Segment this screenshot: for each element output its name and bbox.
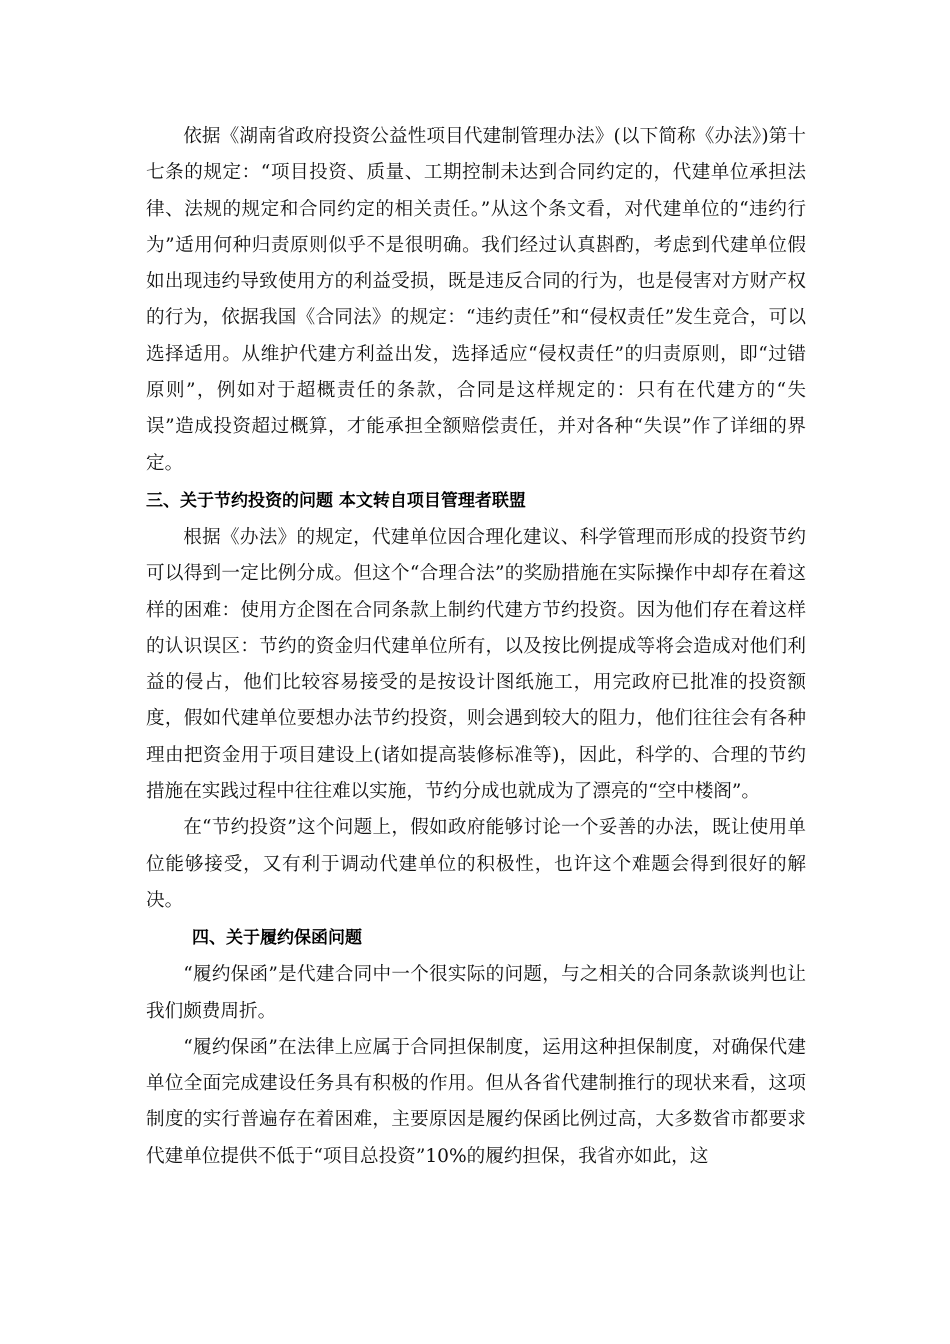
paragraph-savings-solution: 在“节约投资”这个问题上，假如政府能够讨论一个妥善的办法，既让使用单位能够接受，又有利于调动代建单位的积极性，也许这个难题会得到很好的解决。 (146, 817, 806, 911)
paragraph-liability: 依据《湖南省政府投资公益性项目代建制管理办法》(以下简称《办法》)第十七条的规定：“项目投资、质量、工期控制未达到合同约定的，代建单位承担法律、法规的规定和合同约定的相关责任。”从这个条文看，对代建单位的“违约行为”适用何种归责原则似乎不是很明确。我们经过认真斟酌，考虑到代建单位假如出现违约导致使用方的利益受损，既是违反合同的行为，也是侵害对方财产权的行为，依据我国《合同法》的规定：“违约责任”和“侵权责任”发生竞合，可以选择适用。从维护代建方利益出发，选择适应“侵权责任”的归责原则，即“过错原则”，例如对于超概责任的条款，合同是这样规定的：只有在代建方的“失误”造成投资超过概算，才能承担全额赔偿责任，并对各种“失误”作了详细的界定。 (146, 126, 806, 474)
document-body (146, 119, 806, 1175)
paragraph-guarantee-detail: “履约保函”在法律上应属于合同担保制度，运用这种担保制度，对确保代建单位全面完成建设任务具有积极的作用。但从各省代建制推行的现状来看，这项制度的实行普遍存在着困难，主要原因是履约保函比例过高，大多数省市都要求代建单位提供不低于“项目总投资”10%的履约担保，我省亦如此，这 (146, 1036, 806, 1167)
heading-section-4: 四、关于履约保函问题 (192, 928, 362, 949)
paragraph-savings-problem: 根据《办法》的规定，代建单位因合理化建议、科学管理而形成的投资节约可以得到一定比例分成。但这个“合理合法”的奖励措施在实际操作中却存在着这样的困难：使用方企图在合同条款上制约代建方节约投资。因为他们存在着这样的认识误区：节约的资金归代建单位所有，以及按比例提成等将会造成对他们利益的侵占，他们比较容易接受的是按设计图纸施工，用完政府已批准的投资额度，假如代建单位要想办法节约投资，则会遇到较大的阻力，他们往往会有各种理由把资金用于项目建设上(诸如提高装修标准等)，因此，科学的、合理的节约措施在实践过程中往往难以实施，节约分成也就成为了漂亮的“空中楼阁”。 (146, 526, 806, 803)
paragraph-guarantee-intro: “履约保函”是代建合同中一个很实际的问题，与之相关的合同条款谈判也让我们颇费周折。 (146, 964, 806, 1022)
heading-section-3: 三、关于节约投资的问题 本文转自项目管理者联盟 (146, 490, 526, 511)
